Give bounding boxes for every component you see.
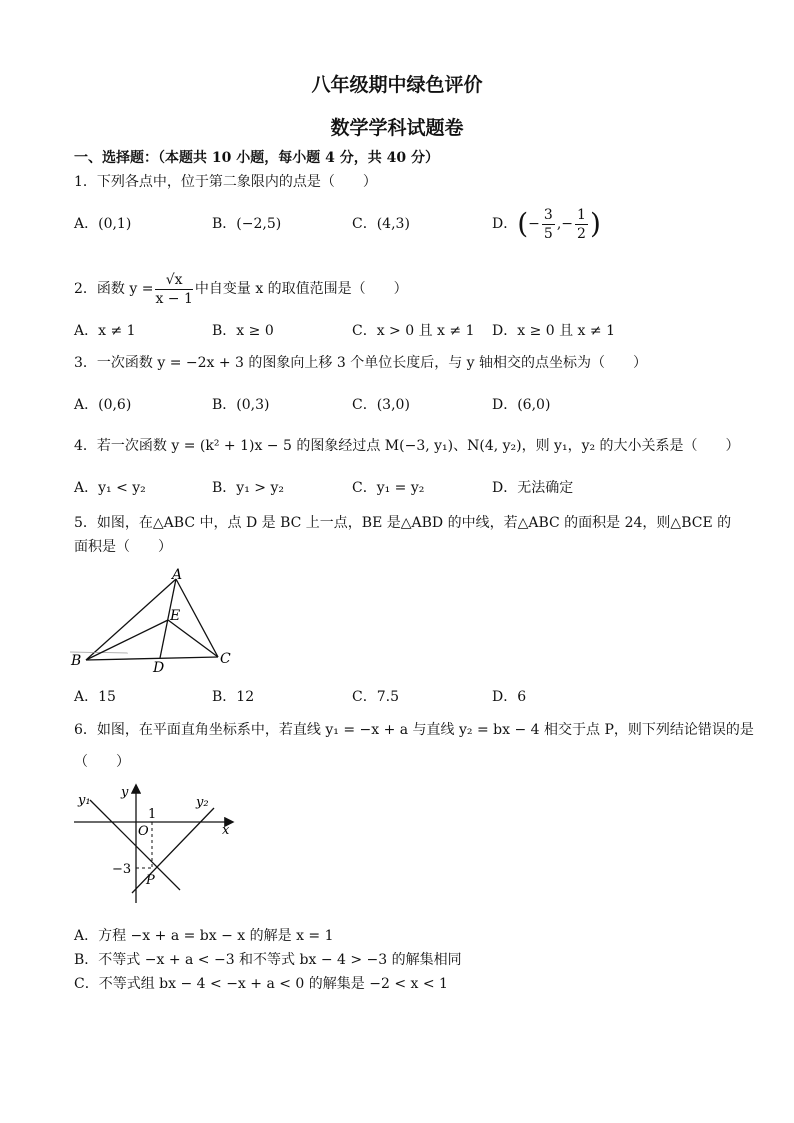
question-2-option-a[interactable]: A．x ≠ 1	[74, 323, 136, 339]
q2-fraction	[155, 271, 192, 308]
fraction-b-den: 2	[577, 225, 586, 242]
fraction-a-num: 3	[543, 206, 553, 223]
side-bc	[86, 657, 218, 660]
triangle-figure	[68, 565, 248, 680]
question-5-option-a[interactable]: A．15	[74, 689, 116, 705]
question-5-stem-line1: 5．如图，在△ABC 中，点 D 是 BC 上一点，BE 是△ABD 的中线，若△ABC 的面积是 24，则△BCE 的	[74, 515, 732, 531]
question-5-option-d[interactable]: D．6	[492, 689, 527, 705]
label-c: C	[220, 651, 231, 667]
comma: ,−	[556, 216, 574, 232]
question-1-option-b[interactable]: B．(−2,5)	[212, 216, 282, 232]
question-5-option-c[interactable]: C．7.5	[352, 689, 399, 705]
question-2-option-b[interactable]: B．x ≥ 0	[212, 323, 274, 339]
fraction-b	[575, 206, 588, 243]
question-2-option-d[interactable]: D．x ≥ 0 且 x ≠ 1	[492, 323, 615, 339]
question-2-option-c[interactable]: C．x > 0 且 x ≠ 1	[352, 323, 475, 339]
option-d-label: D．	[492, 216, 518, 232]
section-heading: 一、选择题：（本题共 10 小题，每小题 4 分，共 40 分）	[74, 150, 439, 166]
label-d: D	[153, 660, 165, 676]
question-2-stem	[74, 268, 408, 310]
question-3-option-a[interactable]: A．(0,6)	[74, 397, 132, 413]
question-4-stem: 4．若一次函数 y = (k² + 1)x − 5 的图象经过点 M(−3, y₁)、N(4, y₂)，则 y₁，y₂ 的大小关系是（ ）	[74, 438, 740, 454]
question-4-option-b[interactable]: B．y₁ > y₂	[212, 480, 284, 496]
coordinate-figure	[72, 778, 247, 908]
question-6-stem-line2: （ ）	[74, 754, 130, 770]
side-ac	[176, 579, 218, 657]
question-4-option-c[interactable]: C．y₁ = y₂	[352, 480, 425, 496]
label-e: E	[170, 608, 181, 624]
label-y1: y₁	[78, 793, 91, 808]
label-a: A	[172, 567, 183, 583]
q2-fraction-num: √x	[155, 271, 192, 290]
paren-left: (	[517, 207, 529, 240]
q2-suffix: 中自变量 x 的取值范围是（ ）	[194, 281, 408, 297]
question-4-option-d[interactable]: D．无法确定	[492, 480, 574, 496]
question-4-option-a[interactable]: A．y₁ < y₂	[74, 480, 146, 496]
question-6-option-b[interactable]: B．不等式 −x + a < −3 和不等式 bx − 4 > −3 的解集相同	[74, 952, 462, 968]
question-6-option-c[interactable]: C．不等式组 bx − 4 < −x + a < 0 的解集是 −2 < x < 1	[74, 976, 448, 992]
label-x: x	[222, 823, 230, 838]
question-6-stem-line1: 6．如图，在平面直角坐标系中，若直线 y₁ = −x + a 与直线 y₂ = bx − 4 相交于点 P，则下列结论错误的是	[74, 722, 754, 738]
question-1-option-c[interactable]: C．(4,3)	[352, 216, 410, 232]
line-y1	[90, 800, 180, 890]
label-neg3: −3	[112, 862, 132, 877]
question-3-option-b[interactable]: B．(0,3)	[212, 397, 270, 413]
question-1-option-d[interactable]	[492, 203, 601, 245]
question-3-option-d[interactable]: D．(6,0)	[492, 397, 551, 413]
page-subtitle: 数学学科试题卷	[330, 117, 464, 139]
question-1-option-a[interactable]: A．(0,1)	[74, 216, 132, 232]
question-1-stem: 1．下列各点中，位于第二象限内的点是（ ）	[74, 174, 377, 190]
fraction-b-num: 1	[577, 206, 586, 223]
line-y2	[132, 808, 214, 893]
label-one: 1	[148, 807, 157, 822]
q2-prefix: 2．函数 y =	[74, 281, 154, 297]
question-3-stem: 3．一次函数 y = −2x + 3 的图象向上移 3 个单位长度后，与 y 轴相交的点坐标为（ ）	[74, 355, 648, 371]
page-title: 八年级期中绿色评价	[311, 74, 483, 96]
label-y2: y₂	[196, 795, 209, 810]
label-y: y	[121, 785, 129, 800]
fraction-a-den: 5	[543, 225, 553, 242]
minus-sign: −	[528, 216, 540, 232]
q2-fraction-den: x − 1	[155, 290, 193, 307]
label-p: P	[146, 873, 155, 888]
question-5-option-b[interactable]: B．12	[212, 689, 255, 705]
fraction-a	[542, 206, 555, 243]
label-b: B	[71, 653, 82, 669]
label-origin: O	[138, 824, 149, 839]
question-5-stem-line2: 面积是（ ）	[74, 539, 172, 555]
paren-right: )	[589, 207, 601, 240]
segment-ec	[168, 620, 218, 657]
question-3-option-c[interactable]: C．(3,0)	[352, 397, 410, 413]
question-6-option-a[interactable]: A．方程 −x + a = bx − x 的解是 x = 1	[74, 928, 334, 944]
segment-be	[86, 620, 168, 660]
